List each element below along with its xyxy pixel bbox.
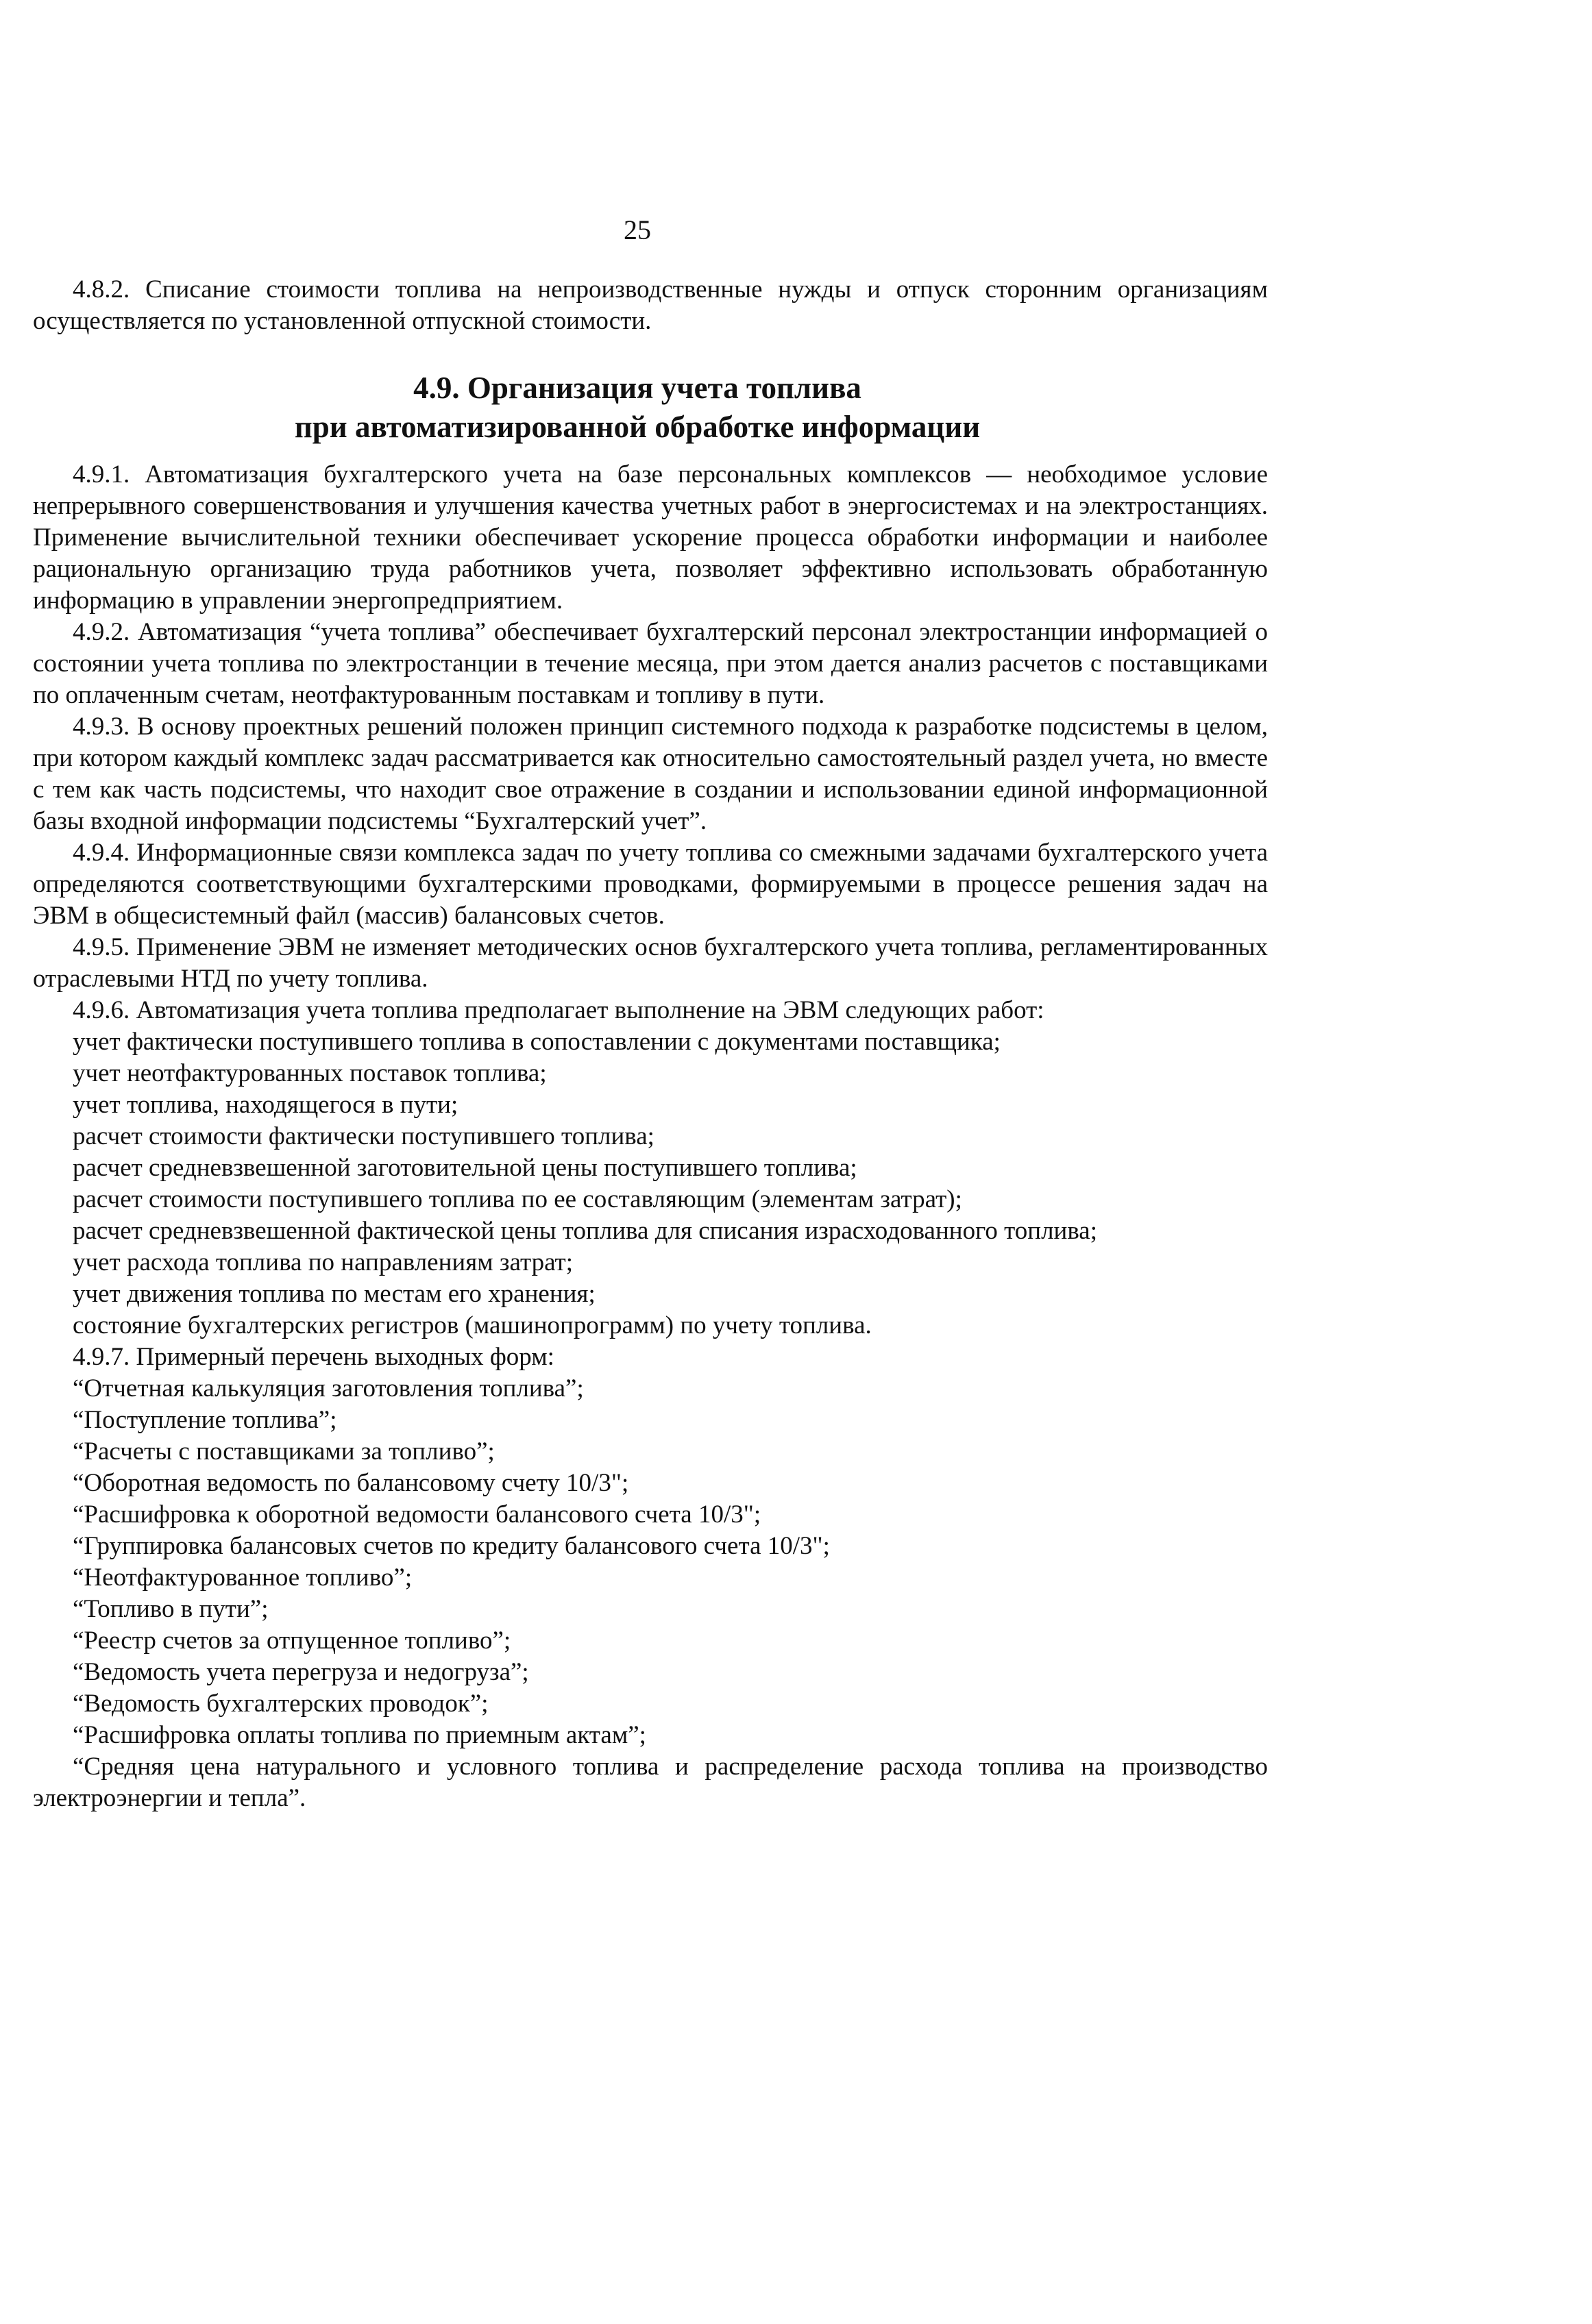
list-item: “Реестр счетов за отпущенное топливо”;: [73, 1627, 511, 1655]
list-item: расчет стоимости фактически поступившего топлива;: [73, 1122, 654, 1150]
list-item: “Расшифровка к оборотной ведомости балансового счета 10/3";: [73, 1500, 761, 1529]
list-item: “Топливо в пути”;: [73, 1595, 269, 1623]
list-item: состояние бухгалтерских регистров (машинопрограмм) по учету топлива.: [73, 1311, 872, 1339]
paragraph-4-8-2: 4.8.2. Списание стоимости топлива на непроизводственные нужды и отпуск сторонним организациям осуществляется по установленной отпускной стоимости.: [33, 275, 1268, 335]
page-number: 25: [624, 214, 651, 245]
paragraph-4-9-5: 4.9.5. Применение ЭВМ не изменяет методических основ бухгалтерского учета топлива, регламентированных отраслевыми НТД по учету топлива.: [33, 933, 1268, 993]
list-item: расчет стоимости поступившего топлива по ее составляющим (элементам затрат);: [73, 1185, 962, 1213]
list-item: “Ведомость учета перегруза и недогруза”;: [73, 1658, 529, 1686]
list-item: “Расшифровка оплаты топлива по приемным актам”;: [73, 1721, 646, 1749]
works-list: [33, 1026, 1268, 1342]
list-item: расчет средневзвешенной фактической цены топлива для списания израсходованного топлива;: [73, 1217, 1098, 1245]
list-item: учет расхода топлива по направлениям затрат;: [73, 1248, 574, 1276]
list-item: “Расчеты с поставщиками за топливо”;: [73, 1437, 495, 1466]
section-4-8-2: [33, 274, 1268, 337]
heading-line-2: при автоматизированной обработке информации: [294, 410, 981, 444]
paragraph-4-9-3: 4.9.3. В основу проектных решений положен принцип системного подхода к разработке подсистемы в целом, при котором каждый комплекс задач рассматривается как относительно самостоятельный раздел учета, но вместе с тем как часть подсистемы, что находит свое отражение в создании и использовании единой информационной базы входной информации подсистемы “Бухгалтерский учет”.: [33, 713, 1268, 835]
paragraph-4-9-2: 4.9.2. Автоматизация “учета топлива” обеспечивает бухгалтерский персонал электростанции информацией о состоянии учета топлива по электростанции в течение месяца, при этом дается анализ расчетов с поставщиками по оплаченным счетам, неотфактурованным поставкам и топливу в пути.: [33, 618, 1268, 709]
list-item: “Неотфактурованное топливо”;: [73, 1563, 413, 1592]
list-item: “Отчетная калькуляция заготовления топлива”;: [73, 1374, 584, 1402]
paragraph-4-9-1: 4.9.1. Автоматизация бухгалтерского учета на базе персональных комплексов — необходимое условие непрерывного совершенствования и улучшения качества учетных работ в энергосистемах и на электростанциях. Применение вычислительной техники обеспечивает ускорение процесса обработки информации и наиболее рациональную организацию труда работников учета, позволяет эффективно использовать обработанную информацию в управлении энергопредприятием.: [33, 460, 1268, 615]
list-item: учет фактически поступившего топлива в сопоставлении с документами поставщика;: [73, 1028, 1001, 1056]
list-item-last: “Средняя цена натурального и условного топлива и распределение расхода топлива на производство электроэнергии и тепла”.: [33, 1753, 1268, 1812]
list-item: “Оборотная ведомость по балансовому счету 10/3";: [73, 1469, 629, 1497]
list-item: учет неотфактурованных поставок топлива;: [73, 1059, 547, 1087]
heading-line-1: 4.9. Организация учета топлива: [413, 371, 861, 405]
paragraph-4-9-4: 4.9.4. Информационные связи комплекса задач по учету топлива со смежными задачами бухгалтерского учета определяются соответствующими бухгалтерскими проводками, формируемыми в процессе решения задач на ЭВМ в общесистемный файл (массив) балансовых счетов.: [33, 839, 1268, 930]
paragraph-4-9-7: 4.9.7. Примерный перечень выходных форм:: [73, 1343, 554, 1371]
section-4-9-body: [33, 459, 1268, 1814]
list-item: учет движения топлива по местам его хранения;: [73, 1280, 596, 1308]
list-item: “Ведомость бухгалтерских проводок”;: [73, 1690, 489, 1718]
section-heading-4-9: [0, 369, 1275, 447]
list-item: учет топлива, находящегося в пути;: [73, 1091, 458, 1119]
output-forms-list: [33, 1373, 1268, 1814]
paragraph-4-9-6: 4.9.6. Автоматизация учета топлива предполагает выполнение на ЭВМ следующих работ:: [73, 996, 1044, 1024]
list-item: “Поступление топлива”;: [73, 1406, 337, 1434]
list-item: “Группировка балансовых счетов по кредиту балансового счета 10/3";: [73, 1532, 830, 1560]
list-item: расчет средневзвешенной заготовительной цены поступившего топлива;: [73, 1154, 857, 1182]
